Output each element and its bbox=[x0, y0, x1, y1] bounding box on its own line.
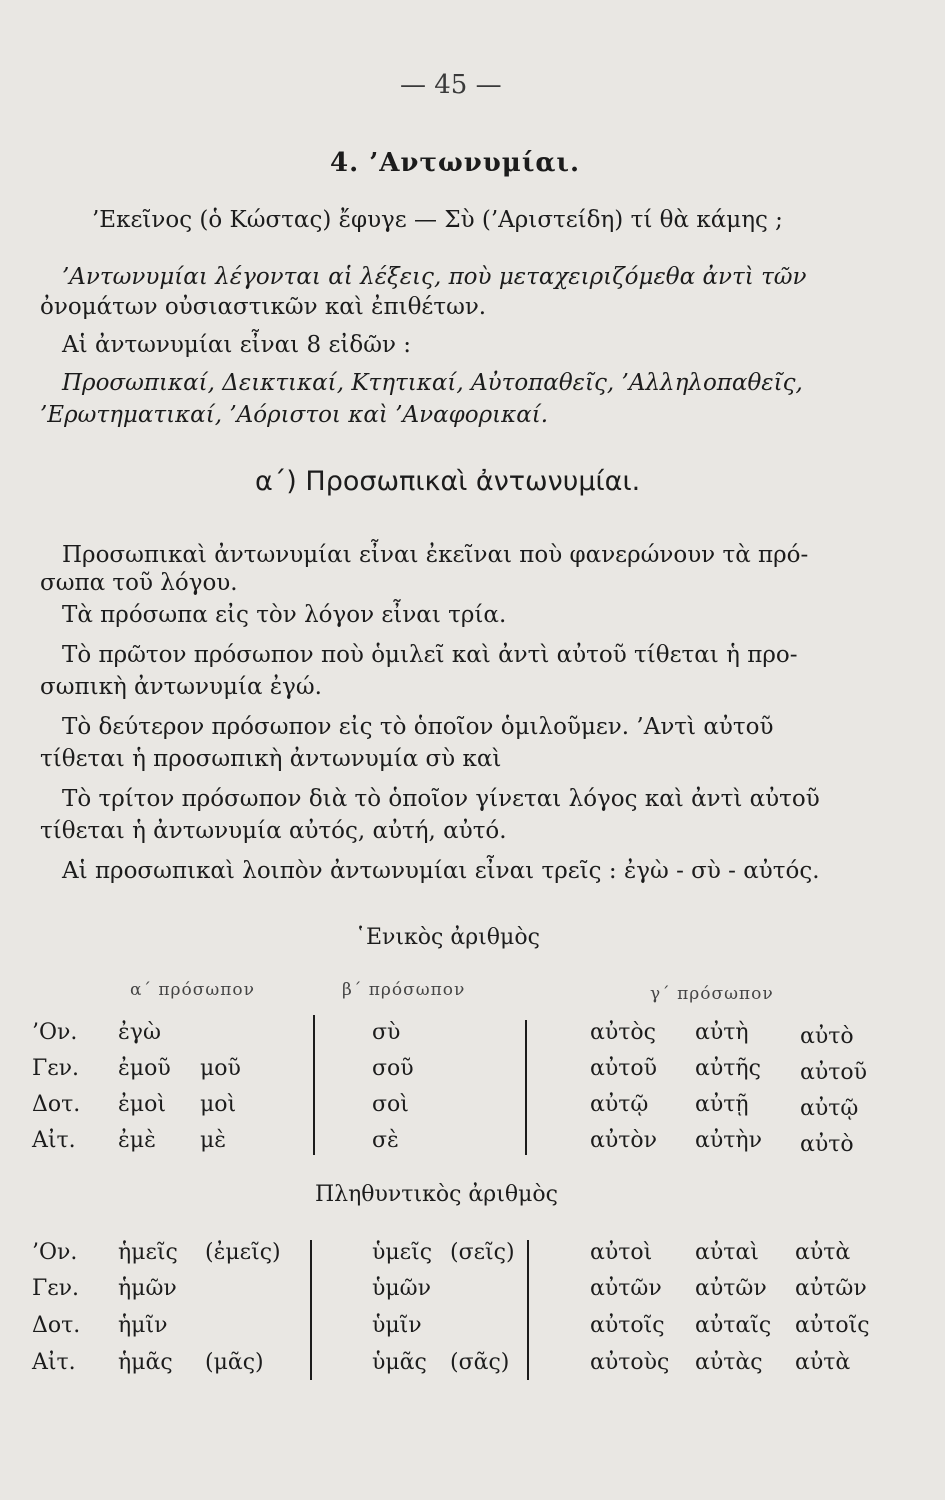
pronoun-cell: αὐτὰς bbox=[695, 1350, 763, 1375]
body-line-4: Τὸ πρῶτον πρόσωπον ποὺ ὁμιλεῖ καὶ ἀντὶ αὐτοῦ τίθεται ἡ προ- bbox=[62, 642, 798, 668]
pronoun-cell: αὐτοὺς bbox=[590, 1350, 670, 1375]
case-label: ’Ον. bbox=[32, 1240, 78, 1265]
section-title: α΄) Προσωπικαὶ ἀντωνυμίαι. bbox=[255, 466, 641, 497]
page-number: — 45 — bbox=[400, 70, 502, 100]
chapter-heading: 4. ’Αντωνυμίαι. bbox=[330, 148, 581, 178]
case-label: Αἰτ. bbox=[32, 1350, 76, 1375]
pronoun-cell: αὐτῷ bbox=[800, 1096, 859, 1121]
pronoun-cell: αὐτοὶ bbox=[590, 1240, 653, 1265]
pronoun-cell: ἐμοὶ bbox=[118, 1092, 166, 1117]
body-line-6: Τὸ δεύτερον πρόσωπον εἰς τὸ ὁποῖον ὁμιλοῦμεν. ’Αντὶ αὐτοῦ bbox=[62, 714, 774, 740]
intro-text: ’Αντωνυμίαι λέγονται αἱ λέξεις, ποὺ μεταχειριζόμεθα ἀντὶ τῶν bbox=[62, 264, 807, 290]
pronoun-cell: αὐτὴ bbox=[695, 1020, 749, 1045]
pronoun-cell: ἐγὼ bbox=[118, 1020, 161, 1045]
case-label: ’Ον. bbox=[32, 1020, 78, 1045]
case-label: Δοτ. bbox=[32, 1092, 81, 1117]
pronoun-cell: αὐτὰ bbox=[795, 1350, 851, 1375]
table-divider bbox=[313, 1015, 315, 1155]
pronoun-cell: σὲ bbox=[372, 1128, 399, 1153]
pronoun-cell: σοῦ bbox=[372, 1056, 414, 1081]
pronoun-cell: ἐμοῦ bbox=[118, 1056, 171, 1081]
body-line-8: Τὸ τρίτον πρόσωπον διὰ τὸ ὁποῖον γίνεται λόγος καὶ ἀντὶ αὐτοῦ bbox=[62, 786, 820, 812]
pronoun-cell: ὑμῶν bbox=[372, 1276, 431, 1301]
pronoun-cell: (σᾶς) bbox=[450, 1350, 510, 1375]
pronoun-cell: αὐτῆς bbox=[695, 1056, 761, 1081]
pronoun-cell: σοὶ bbox=[372, 1092, 409, 1117]
table-divider bbox=[527, 1240, 529, 1380]
pronoun-cell: αὐτῶν bbox=[695, 1276, 767, 1301]
pronoun-cell: αὐτῇ bbox=[695, 1092, 749, 1117]
pronoun-cell: ὑμεῖς bbox=[372, 1240, 433, 1265]
pronoun-cell: αὐτὸς bbox=[590, 1020, 656, 1045]
pronoun-cell: αὐτοῦ bbox=[590, 1056, 658, 1081]
body-line-9: τίθεται ἡ ἀντωνυμία αὐτός, αὐτή, αὐτό. bbox=[40, 818, 507, 844]
pronoun-cell: αὐτὸν bbox=[590, 1128, 658, 1153]
case-label: Γεν. bbox=[32, 1276, 80, 1301]
case-label: Δοτ. bbox=[32, 1313, 81, 1338]
case-label: Γεν. bbox=[32, 1056, 80, 1081]
col-head-3: γ΄ πρόσωπον bbox=[650, 984, 774, 1004]
pronoun-cell: μὲ bbox=[200, 1128, 227, 1153]
table-divider bbox=[310, 1240, 312, 1380]
body-line-10: Αἱ προσωπικαὶ λοιπὸν ἀντωνυμίαι εἶναι τρεῖς : ἐγὼ - σὺ - αὐτός. bbox=[62, 858, 820, 884]
pronoun-cell: αὐτῶν bbox=[795, 1276, 867, 1301]
intro-line-3: Αἱ ἀντωνυμίαι εἶναι 8 εἰδῶν : bbox=[62, 332, 412, 358]
case-label: Αἰτ. bbox=[32, 1128, 76, 1153]
pronoun-cell: ὑμᾶς bbox=[372, 1350, 427, 1375]
body-line-7: τίθεται ἡ προσωπικὴ ἀντωνυμία σὺ καὶ bbox=[40, 746, 502, 772]
pronoun-cell: αὐτοῦ bbox=[800, 1060, 868, 1085]
pronoun-cell: αὐτῷ bbox=[590, 1092, 649, 1117]
intro-line-5: ’Ερωτηματικαί, ’Αόριστοι καὶ ’Αναφορικαί. bbox=[40, 402, 549, 428]
pronoun-cell: ἡμῶν bbox=[118, 1276, 177, 1301]
example-line: ’Εκεῖνος (ὁ Κώστας) ἔφυγε — Σὺ (’Αριστείδη) τί θὰ κάμης ; bbox=[92, 207, 783, 233]
pronoun-cell: ἡμῖν bbox=[118, 1313, 168, 1338]
pronoun-cell: αὐτοῖς bbox=[795, 1313, 870, 1338]
intro-line-1 bbox=[62, 262, 807, 292]
pronoun-cell: ἡμεῖς bbox=[118, 1240, 178, 1265]
intro-line-2: ὀνομάτων οὐσιαστικῶν καὶ ἐπιθέτων. bbox=[40, 294, 487, 320]
pronoun-cell: ὑμῖν bbox=[372, 1313, 422, 1338]
body-line-2: σωπα τοῦ λόγου. bbox=[40, 570, 238, 596]
pronoun-cell: αὐτὸ bbox=[800, 1024, 854, 1049]
pronoun-cell: αὐτοῖς bbox=[590, 1313, 665, 1338]
pronoun-cell: αὐτὸ bbox=[800, 1132, 854, 1157]
pronoun-cell: ἡμᾶς bbox=[118, 1350, 173, 1375]
col-head-1: α΄ πρόσωπον bbox=[130, 980, 255, 1000]
intro-line-4: Προσωπικαί, Δεικτικαί, Κτητικαί, Αὐτοπαθεῖς, ’Αλληλοπαθεῖς, bbox=[62, 370, 803, 396]
pronoun-cell: (μᾶς) bbox=[205, 1350, 264, 1375]
plural-title: Πληθυντικὸς ἀριθμὸς bbox=[315, 1182, 558, 1207]
pronoun-cell: μοῦ bbox=[200, 1056, 241, 1081]
pronoun-cell: (σεῖς) bbox=[450, 1240, 515, 1265]
body-line-3: Τὰ πρόσωπα εἰς τὸν λόγον εἶναι τρία. bbox=[62, 602, 507, 628]
pronoun-cell: (ἐμεῖς) bbox=[205, 1240, 281, 1265]
table-divider bbox=[525, 1020, 527, 1155]
body-line-1: Προσωπικαὶ ἀντωνυμίαι εἶναι ἐκεῖναι ποὺ φανερώνουν τὰ πρό- bbox=[62, 542, 809, 568]
pronoun-cell: μοὶ bbox=[200, 1092, 237, 1117]
body-line-5: σωπικὴ ἀντωνυμία ἐγώ. bbox=[40, 674, 322, 700]
pronoun-cell: αὐταῖς bbox=[695, 1313, 772, 1338]
pronoun-cell: αὐτῶν bbox=[590, 1276, 662, 1301]
singular-title: ῾Ενικὸς ἀριθμὸς bbox=[355, 925, 540, 950]
pronoun-cell: ἐμὲ bbox=[118, 1128, 156, 1153]
pronoun-cell: αὐτὴν bbox=[695, 1128, 762, 1153]
pronoun-cell: σὺ bbox=[372, 1020, 401, 1045]
pronoun-cell: αὐτὰ bbox=[795, 1240, 851, 1265]
pronoun-cell: αὐταὶ bbox=[695, 1240, 759, 1265]
col-head-2: β΄ πρόσωπον bbox=[342, 980, 466, 1000]
